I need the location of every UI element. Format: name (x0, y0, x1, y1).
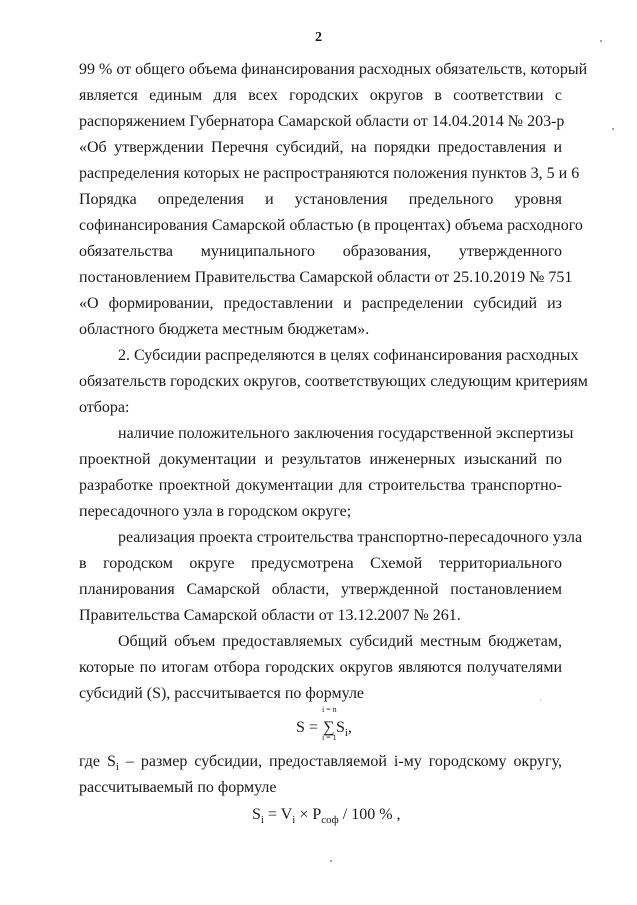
scan-speck (600, 40, 602, 42)
text-line: рассчитываемый по формуле (79, 779, 277, 796)
text-line: областного бюджета местным бюджетам». (79, 321, 370, 338)
text-line: софинансирования Самарской областью (в процентах) объема расходного (79, 217, 583, 234)
scan-speck (612, 128, 614, 130)
where-line (79, 752, 562, 777)
text-line: разработке проектной документации для строительства транспортно- (79, 477, 562, 494)
text-line: отбора: (79, 399, 130, 416)
formula-term-subscript: i (344, 727, 348, 740)
text-line: распоряжением Губернатора Самарской области от 14.04.2014 № 203-р (79, 113, 565, 130)
formula2-p-subscript: соф (321, 814, 339, 827)
formula2-tail: / 100 % , (338, 806, 401, 823)
page-number: 2 (315, 30, 322, 45)
text-line: обязательства муниципального образования, утвержденного (79, 243, 562, 260)
criterion-2-start: реализация проекта строительства транспортно-пересадочного узла (118, 529, 583, 546)
sum-symbol: ∑ (323, 719, 335, 736)
text-line: планирования Самарской области, утвержденной постановлением (79, 581, 562, 598)
sum-upper-limit: i = n (321, 705, 337, 714)
formula-tail: , (347, 719, 352, 736)
paragraph-3-start: Общий объем предоставляемых субсидий местным бюджетам, (118, 633, 562, 650)
formula2-s: S (252, 806, 261, 823)
text-line: является единым для всех городских округов в соответствии с (79, 87, 562, 104)
text-line: Порядка определения и установления предельного уровня (79, 191, 562, 208)
text-line: постановлением Правительства Самарской области от 25.10.2019 № 751 (79, 269, 573, 286)
subsidy-formula (252, 805, 401, 830)
text-line: 99 % от общего объема финансирования расходных обязательств, который (79, 61, 588, 78)
where-prefix: где S (79, 753, 116, 770)
text-line: субсидий (S), рассчитывается по формуле (79, 685, 365, 702)
formula2-v: = V (263, 806, 293, 823)
formula-lhs: S (296, 719, 305, 736)
scan-speck (330, 860, 332, 862)
formula2-v-subscript: i (292, 814, 296, 827)
text-line: которые по итогам отбора городских округов являются получателями (79, 659, 562, 676)
formula-equals: = (308, 719, 318, 736)
text-line: «О формировании, предоставлении и распределении субсидий из (79, 295, 562, 312)
where-subscript: i (115, 761, 119, 774)
sum-formula (296, 705, 352, 743)
sum-lower-limit: i = 1 (321, 733, 337, 742)
text-line: обязательств городских округов, соответствующих следующим критериям (79, 373, 588, 390)
formula2-s-subscript: i (260, 814, 264, 827)
text-line: в городском округе предусмотрена Схемой территориального (79, 555, 562, 572)
text-line: распределения которых не распространяются положения пунктов 3, 5 и 6 (79, 165, 580, 182)
scan-speck (540, 700, 541, 701)
text-line: пересадочного узла в городском округе; (79, 503, 352, 520)
text-line: «Об утверждении Перечня субсидий, на порядки предоставления и (79, 139, 562, 156)
sum-operator (321, 705, 337, 742)
paragraph-2-start: 2. Субсидии распределяются в целях софинансирования расходных (118, 347, 579, 364)
where-rest: – размер субсидии, предоставляемой i-му городскому округу, (118, 753, 562, 770)
text-line: Правительства Самарской области от 13.12.2007 № 261. (79, 607, 461, 624)
text-line: проектной документации и результатов инженерных изысканий по (79, 451, 562, 468)
formula2-p: × P (295, 806, 322, 823)
criterion-1-start: наличие положительного заключения государственной экспертизы (118, 425, 574, 442)
formula-term: S (335, 719, 345, 736)
